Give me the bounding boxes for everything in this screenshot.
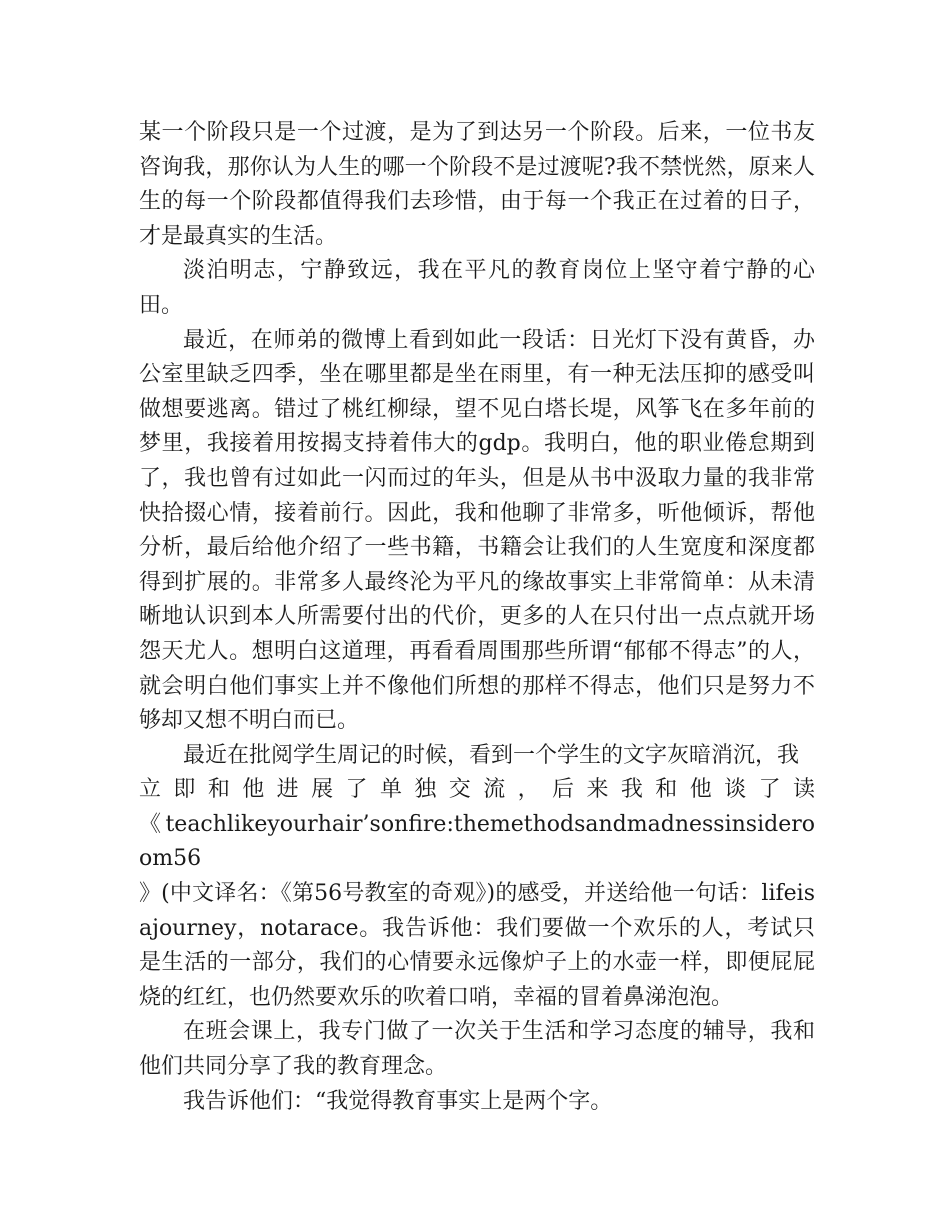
paragraph-diary-line-2: 立即和他进展了单独交流，后来我和他谈了读 [139,777,815,803]
paragraph-book-title: 《teachlikeyourhair’sonfire:themethodsandmadnessinsideroom56 [139,811,815,872]
paragraph-class-meeting: 在班会课上，我专门做了一次关于生活和学习态度的辅导，我和他们共同分享了我的教育理念。 [139,1019,815,1080]
paragraph-calm: 淡泊明志，宁静致远，我在平凡的教育岗位上坚守着宁静的心田。 [139,258,815,318]
paragraph-diary-line-1: 最近在批阅学生周记的时候，看到一个学生的文字灰暗消沉，我 [183,742,800,768]
document-body [139,116,815,1119]
paragraph-diary-line-3: 》(中文译名：《第56号教室的奇观》)的感受，并送给他一句话：lifeisajourney，notarace。我告诉他：我们要做一个欢乐的人，考试只是生活的一部分，我们的心情要永远像炉子上的水壶一样，即便屁屁烧的红红，也仍然要欢乐的吹着口哨，幸福的冒着鼻涕泡泡。 [139,881,815,1010]
paragraph-weibo: 最近，在师弟的微博上看到如此一段话：日光灯下没有黄昏，办公室里缺乏四季，坐在哪里都是坐在雨里，有一种无法压抑的感受叫做想要逃离。错过了桃红柳绿，望不见白塔长堤，风筝飞在多年前的梦里，我接着用按揭支持着伟大的gdp。我明白，他的职业倦怠期到了，我也曾有过如此一闪而过的年头，但是从书中汲取力量的我非常快拾掇心情，接着前行。因此，我和他聊了非常多，听他倾诉，帮他分析，最后给他介绍了一些书籍，书籍会让我们的人生宽度和深度都得到扩展的。非常多人最终沦为平凡的缘故事实上非常简单：从未清晰地认识到本人所需要付出的代价，更多的人在只付出一点点就开场怨天尤人。想明白这道理，再看看周围那些所谓“郁郁不得志”的人，就会明白他们事实上并不像他们所想的那样不得志，他们只是努力不够却又想不明白而已。 [139,327,815,734]
paragraph-continuation: 某一个阶段只是一个过渡，是为了到达另一个阶段。后来，一位书友咨询我，那你认为人生的哪一个阶段不是过渡呢?我不禁恍然，原来人生的每一个阶段都值得我们去珍惜，由于每一个我正在过着的日子，才是最真实的生活。 [139,120,815,249]
paragraph-told-them: 我告诉他们：“我觉得教育事实上是两个字。 [183,1088,613,1114]
